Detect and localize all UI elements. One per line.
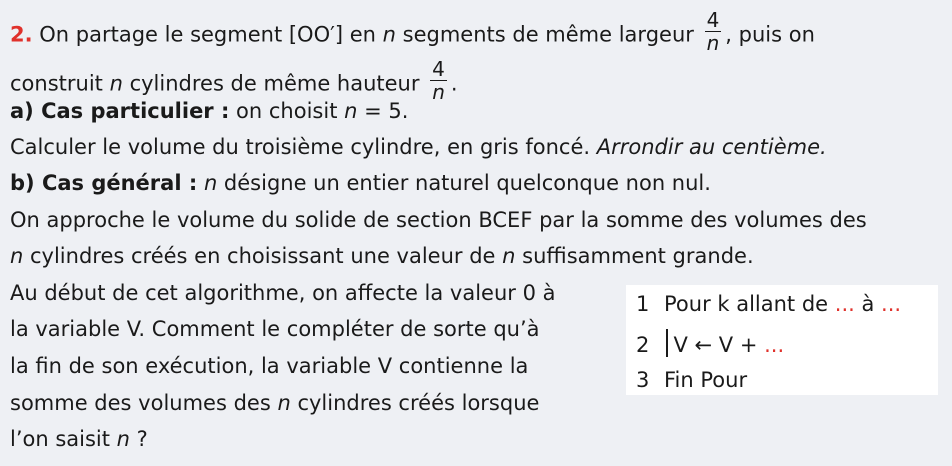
text: suffisamment grande. xyxy=(515,244,754,268)
text: . xyxy=(450,71,458,96)
text: ? xyxy=(129,427,148,451)
variable-n: n xyxy=(502,244,516,268)
exercise-line-7 xyxy=(10,246,754,267)
text: cylindres créés lorsque xyxy=(290,391,540,415)
text: on choisit xyxy=(229,99,345,123)
text: désigne un entier naturel quelconque non nul. xyxy=(217,171,711,195)
paragraph-line-3 xyxy=(10,356,528,377)
text: construit xyxy=(10,71,110,96)
algorithm-text: Pour k allant de xyxy=(664,292,835,316)
text xyxy=(197,171,204,195)
exercise-line-4 xyxy=(10,137,827,158)
text: Au début de cet algorithme, on affecte la valeur 0 à xyxy=(10,281,556,305)
variable-n: n xyxy=(203,171,218,195)
text: somme des volumes des xyxy=(10,391,278,415)
text: , puis on xyxy=(725,22,815,47)
variable-n: n xyxy=(10,244,24,268)
exercise-line-6 xyxy=(10,210,867,231)
fraction-denominator: n xyxy=(432,80,445,104)
algorithm-line-3 xyxy=(636,370,747,391)
text: cylindres de même hauteur xyxy=(122,71,427,96)
line-number: 3 xyxy=(636,368,650,392)
line-number: 2 xyxy=(636,333,650,357)
blank-placeholder: ... xyxy=(834,292,855,316)
variable-n: n xyxy=(344,99,358,123)
text: = 5. xyxy=(357,99,409,123)
fraction-denominator: n xyxy=(706,31,720,55)
exercise-line-1 xyxy=(10,8,815,58)
paragraph-line-4 xyxy=(10,393,539,414)
fraction-4-over-n xyxy=(430,58,447,103)
paragraph-line-2 xyxy=(10,319,540,340)
part-b-label: b) Cas général : xyxy=(10,171,198,195)
rounding-instruction: Arrondir au centième. xyxy=(596,135,827,159)
algorithm-line-1 xyxy=(636,294,901,315)
blank-placeholder: ... xyxy=(764,333,785,357)
text: la variable V. Comment le compléter de sorte qu’à xyxy=(10,317,540,341)
exercise-line-3 xyxy=(10,101,408,122)
variable-n: n xyxy=(116,427,130,451)
text: Calculer le volume du troisième cylindre, en gris foncé. xyxy=(10,135,597,159)
text: On partage le segment [OO′] en xyxy=(32,22,383,47)
text: l’on saisit xyxy=(10,427,117,451)
paragraph-line-1 xyxy=(10,283,556,304)
variable-n: n xyxy=(277,391,291,415)
blank-placeholder: ... xyxy=(881,292,902,316)
algorithm-text: à xyxy=(854,292,882,316)
algorithm-text: V ← V + xyxy=(673,333,765,357)
exercise-line-5 xyxy=(10,173,711,194)
algorithm-line-2 xyxy=(636,332,784,360)
variable-n: n xyxy=(109,71,123,96)
algorithm-text: Fin Pour xyxy=(664,368,748,392)
variable-n: n xyxy=(382,22,396,47)
text: segments de même largeur xyxy=(395,22,701,47)
paragraph-line-5 xyxy=(10,429,148,450)
text: la fin de son exécution, la variable V contienne la xyxy=(10,354,529,378)
fraction-numerator: 4 xyxy=(706,8,720,32)
indent-bar xyxy=(666,329,668,357)
text: On approche le volume du solide de section BCEF par la somme des volumes des xyxy=(10,208,867,232)
text: cylindres créés en choisissant une valeur de xyxy=(23,244,503,268)
fraction-numerator: 4 xyxy=(432,57,445,81)
part-a-label: a) Cas particulier : xyxy=(10,99,230,123)
line-number: 1 xyxy=(636,292,650,316)
exercise-number: 2. xyxy=(10,22,33,47)
fraction-4-over-n xyxy=(705,9,722,54)
algorithm-box xyxy=(626,285,938,395)
